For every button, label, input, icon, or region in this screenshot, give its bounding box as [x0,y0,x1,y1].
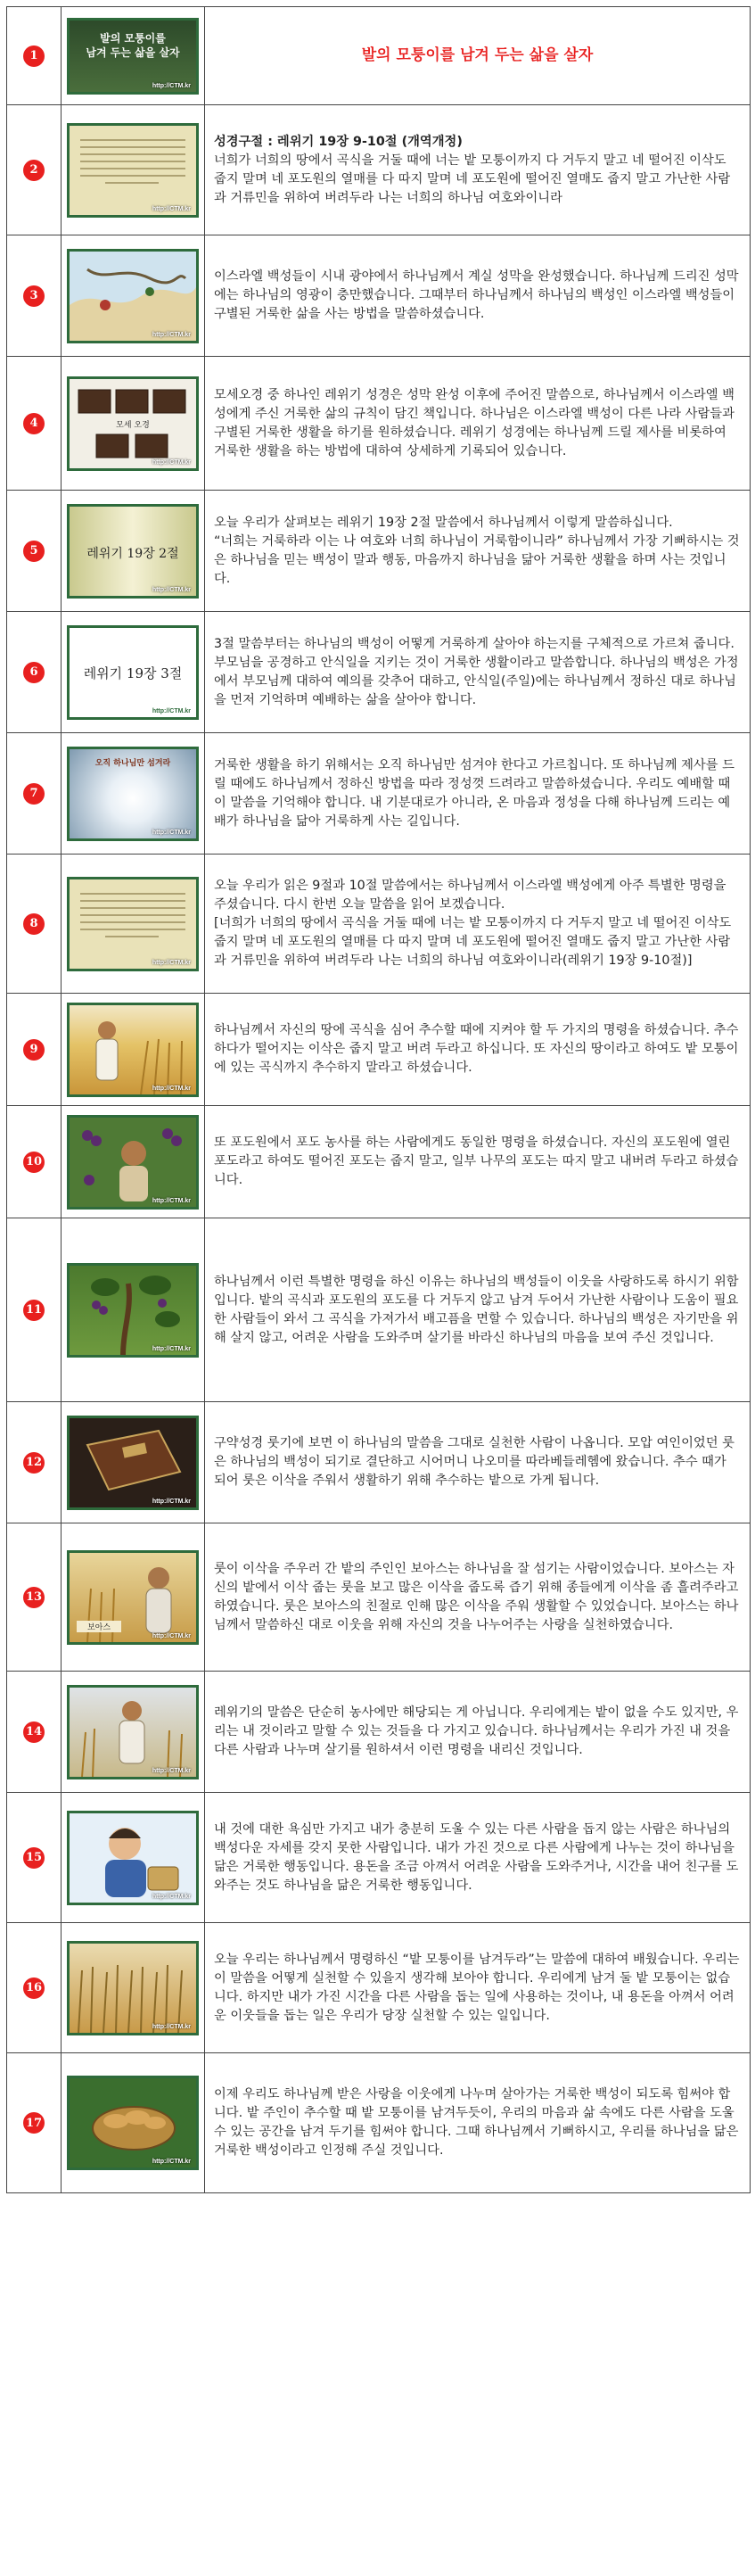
row-number-cell [7,855,62,993]
thumb-label: 모세 오경 [116,420,150,430]
thumbnail-cell [62,1523,205,1671]
row-number-cell [7,2053,62,2192]
row-body [205,733,750,854]
thumb-url: http://CTM.kr [152,1767,191,1774]
thumbnail-cell [62,1402,205,1523]
row-number-badge: 17 [23,2112,45,2134]
table-row [7,1218,750,1402]
vineyard-thumbnail [67,1115,199,1210]
table-row [7,733,750,855]
row-number-badge: 1 [23,45,45,67]
row-body [205,1218,750,1401]
thumb-label: 오직 하나님만 섬겨라 [94,758,171,768]
row-number-badge: 8 [23,913,45,935]
thumbnail-cell [62,1218,205,1401]
row-number-cell [7,733,62,854]
thumbnail-cell [62,1923,205,2052]
table-row [7,994,750,1106]
farmer-icon [70,1005,196,1094]
thumbnail-cell [62,1672,205,1792]
page-title: 발의 모퉁이를 남겨 두는 삶을 살자 [361,46,594,64]
row-body [205,357,750,490]
thumb-url: http://CTM.kr [152,959,191,966]
row-body [205,1672,750,1792]
farmer-thumbnail [67,1003,199,1097]
thumb-url: http://CTM.kr [152,1632,191,1639]
table-row [7,7,750,105]
table-row [7,1402,750,1523]
thumbnail-cell [62,105,205,235]
wheat-field-icon [70,1944,196,2033]
thumb-url: http://CTM.kr [152,707,191,714]
thumbnail-cell [62,1793,205,1922]
scripture-lines-icon [70,879,196,969]
row-body [205,1793,750,1922]
table-row [7,612,750,733]
row-body [205,491,750,611]
row-number-cell [7,1402,62,1523]
thumbnail-cell [62,733,205,854]
row-text: 내 것에 대한 욕심만 가지고 내가 충분히 도울 수 있는 다른 사람을 돕지 않는 사람은 하나님의 백성다운 자세를 갖지 못한 사람입니다. 내가 가진 것으로 다른 사람에게 나누는 것이 하나님을 닮은 거룩한 행동입니다. 용돈을 조금 아껴서 어려운 사람을 도와주거나, 시간을 내어 친구를 도와주는 것도 하나님을 닮은 거룩한 행동입니다. [214,1821,739,1893]
thumb-url: http://CTM.kr [152,2023,191,2030]
row-number-cell [7,357,62,490]
row-body [205,612,750,732]
row-body [205,2053,750,2192]
reaper-thumbnail [67,1685,199,1779]
row-number-badge: 4 [23,413,45,434]
row-number-badge: 13 [23,1587,45,1608]
books-thumbnail [67,376,199,471]
map-thumbnail [67,249,199,343]
thumbnail-cell [62,357,205,490]
table-row [7,105,750,235]
thumb-url: http://CTM.kr [152,1085,191,1092]
thumbnail-cell [62,235,205,356]
thumbnail-cell [62,491,205,611]
row-number-cell [7,105,62,235]
thumb-url: http://CTM.kr [152,205,191,212]
thumbnail-cell [62,1106,205,1218]
row-text: 너희가 너희의 땅에서 곡식을 거둘 때에 너는 밭 모퉁이까지 다 거두지 말고 네 떨어진 이삭도 줍지 말며 네 포도원의 열매를 다 따지 말며 네 포도원에 떨어진 열매도 줍지 말고 가난한 사람과 거류민을 위하여 버려두라 나는 너희의 하나님 여호와이니라 [214,153,731,205]
scripture-card-thumbnail [67,877,199,971]
leviticus-card-thumbnail [67,625,199,720]
row-text: 오늘 우리가 읽은 9절과 10절 말씀에서는 하나님께서 이스라엘 백성에게 아주 특별한 명령을 주셨습니다. 다시 한번 오늘 말씀을 읽어 보겠습니다. [너희가 너희의 땅에서 곡식을 거둘 때에 너는 밭 모퉁이까지 다 거두지 말고 네 떨어진 이삭도 줍지 말며 네 포도원의 열매를 다 따지 말며 네 포도원에 떨어진 열매도 줍지 말고 가난한 사람과 거류민을 위하여 버려두라 나는 너희의 하나님 여호와이니라(레위기 19장 9-10절)] [214,879,732,968]
row-number-cell [7,1793,62,1922]
table-row [7,1523,750,1672]
table-row [7,235,750,357]
row-number-cell [7,1672,62,1792]
thumb-url: http://CTM.kr [152,1893,191,1900]
row-number-badge: 6 [23,662,45,683]
row-number-badge: 5 [23,541,45,562]
row-text: 하나님께서 자신의 땅에 곡식을 심어 추수할 때에 지켜야 할 두 가지의 명령을 하셨습니다. 추수하다가 떨어지는 이삭은 줍지 말고 버려 두라고 하십니다. 또 자신의 땅이라고 하여도 밭 모퉁이에 있는 곡식까지 추수하지 말라고 하셨습니다. [214,1023,739,1075]
scripture-lines-icon [70,126,196,215]
row-text: 이스라엘 백성들이 시내 광야에서 하나님께서 계실 성막을 완성했습니다. 하나님께 드리진 성막에는 하나님의 영광이 충만했습니다. 그때부터 하나님께서 하나님의 백성인 이스라엘 백성들이 구별된 거룩한 삶을 사는 방법을 말씀하셨습니다. [214,269,739,321]
light-thumbnail [67,747,199,841]
thumb-url: http://CTM.kr [152,82,191,89]
thumbnail-cell [62,7,205,104]
vine-thumbnail [67,1263,199,1358]
table-row [7,1106,750,1218]
row-text: 또 포도원에서 포도 농사를 하는 사람에게도 동일한 명령을 하셨습니다. 자신의 포도원에 열린 포도라고 하여도 떨어진 포도는 줍지 말고, 일부 나무의 포도는 따지 말고 내버려 두라고 하셨습니다. [214,1135,739,1187]
row-number-badge: 9 [23,1039,45,1061]
row-text: 오늘 우리가 살펴보는 레위기 19장 2절 말씀에서 하나님께서 이렇게 말씀하십니다. “너희는 거룩하라 이는 나 여호와 너희 하나님이 거룩함이니라” 하나님께서 가장 기뻐하시는 것은 하나님을 믿는 백성이 말과 행동, 마음까지 하나님을 닮아 거룩한 생활을 하며 사는 것입니다. [214,515,740,586]
thumb-title: 발의 모퉁이를 남겨 두는 삶을 살자 [86,31,180,59]
row-text: 하나님께서 이런 특별한 명령을 하신 이유는 하나님의 백성들이 이웃을 사랑하도록 하시기 위함입니다. 밭의 곡식과 포도원의 포도를 다 거두지 않고 남겨 두어서 가난한 사람이나 도움이 필요한 사람들이 와서 그 곡식을 가져가서 배고픔을 면할 수 있습니다. 하나님의 백성은 자기만을 위해 살지 않고, 어려운 사람을 도와주며 살기를 바라신 하나님의 마음을 보여 주신 것입니다. [214,1274,739,1345]
row-body [205,105,750,235]
table-row [7,2053,750,2192]
row-text: 룻이 이삭을 주우러 간 밭의 주인인 보아스는 하나님을 잘 섬기는 사람이었습니다. 보아스는 자신의 밭에서 이삭 줍는 룻을 보고 많은 이삭을 줍도록 즙기 위해 종들에게 이삭을 좀 흘려주라고 하였습니다. 룻은 보아스의 친절로 인해 많은 이삭을 주워 생활할 수 있었습니다. 보아스는 하나님께서 말씀하신 대로 이웃을 위해 자신의 것을 나누어주는 사랑을 실천하였습니다. [214,1561,739,1632]
leviticus-card-thumbnail [67,504,199,599]
greedy-man-icon [70,1813,196,1903]
row-body [205,1402,750,1523]
scripture-card-thumbnail [67,123,199,218]
row-number-cell [7,7,62,104]
title-card-thumbnail [67,18,199,95]
row-number-cell [7,1106,62,1218]
row-number-badge: 11 [23,1300,45,1321]
row-number-cell [7,235,62,356]
row-number-badge: 15 [23,1847,45,1869]
boaz-thumbnail [67,1550,199,1645]
thumb-label: 보아스 [77,1621,121,1632]
row-number-badge: 14 [23,1721,45,1743]
thumb-url: http://CTM.kr [152,1197,191,1204]
row-body [205,855,750,993]
vineyard-icon [70,1118,196,1207]
thumb-url: http://CTM.kr [152,586,191,593]
thumb-label: 레위기 19장 2절 [86,546,179,561]
bread-thumbnail [67,2076,199,2170]
row-body [205,1523,750,1671]
verse-heading: 성경구절 : 레위기 19장 9-10절 (개역개정) [214,134,463,149]
row-body [205,235,750,356]
thumbnail-cell [62,2053,205,2192]
bread-basket-icon [70,2078,196,2167]
row-text: 거룩한 생활을 하기 위해서는 오직 하나님만 섬겨야 한다고 가르칩니다. 또 하나님께 제사를 드릴 때에도 하나님께서 정하신 방법을 따라 정성껏 드려라고 말씀하셨습니다. 우리도 예배할 때 이 말씀을 기억해야 합니다. 내 기분대로가 아니라, 온 마음과 정성을 다해 하나님께 드리는 예배가 하나님을 닮아 거룩하게 사는 길입니다. [214,757,734,829]
row-number-cell [7,1923,62,2052]
row-number-badge: 3 [23,285,45,307]
thumb-url: http://CTM.kr [152,331,191,338]
map-icon [70,252,196,341]
row-number-cell [7,491,62,611]
row-text: 3절 말씀부터는 하나님의 백성이 어떻게 거룩하게 살아야 하는지를 구체적으로 가르쳐 줍니다. 부모님을 공경하고 안식일을 지키는 것이 거룩한 생활이라고 말씀합니다. 하나님의 백성은 가정에서 부모님께 대하여 예의를 갖추어 대하고, 안식일(주일)에는 하나님께서 정하신 대로 하나님을 먼저 기억하며 예배하는 삶을 살아야 합니다. [214,636,739,707]
row-text: 구약성경 룻기에 보면 이 하나님의 말씀을 그대로 실천한 사람이 나옵니다. 모압 여인이었던 룻은 하나님의 백성이 되기로 결단하고 시어머니 나오미를 따라베들레헴에 왔습니다. 추수 때가 되어 룻은 이삭을 주워서 생활하기 위해 추수하는 밭으로 가게 됩니다. [214,1436,734,1488]
table-row [7,1672,750,1793]
row-body [205,1106,750,1218]
vine-icon [70,1266,196,1355]
row-body [205,994,750,1105]
row-number-cell [7,1523,62,1671]
row-number-cell [7,1218,62,1401]
row-text: 모세오경 중 하나인 레위기 성경은 성막 완성 이후에 주어진 말씀으로, 하나님께서 이스라엘 백성에게 주신 거룩한 삶의 규칙이 담긴 책입니다. 하나님은 이스라엘 백성이 다른 나라 사람들과 구별된 거룩한 생활을 하기를 원하셨습니다. 레위기 성경에는 하나님께 드릴 제사를 비롯하여 거룩한 생활을 하는 방법에 대하여 상세하게 기록되어 있습니다. [214,387,734,458]
thumb-url: http://CTM.kr [152,1498,191,1505]
reaper-icon [70,1688,196,1777]
thumbnail-cell [62,855,205,993]
row-number-cell [7,994,62,1105]
row-number-cell [7,612,62,732]
lesson-table [6,6,751,2193]
thumb-url: http://CTM.kr [152,1345,191,1352]
table-row [7,1923,750,2053]
table-row [7,491,750,612]
row-number-badge: 12 [23,1452,45,1474]
greedy-man-thumbnail [67,1811,199,1905]
thumbnail-cell [62,612,205,732]
row-number-badge: 2 [23,160,45,181]
thumb-label: 레위기 19장 3절 [83,665,183,681]
wheat-field-thumbnail [67,1941,199,2035]
table-row [7,357,750,491]
row-text: 레위기의 말씀은 단순히 농사에만 해당되는 게 아닙니다. 우리에게는 밭이 없을 수도 있지만, 우리는 내 것이라고 말할 수 있는 것들을 다 가지고 있습니다. 하나님께서는 우리가 가진 내 것을 다른 사람과 나누며 살기를 원하셔서 이런 명령을 내리신 것입니다. [214,1705,739,1757]
row-body [205,7,750,104]
thumb-url: http://CTM.kr [152,829,191,836]
table-row [7,855,750,994]
row-number-badge: 10 [23,1152,45,1173]
row-text: 오늘 우리는 하나님께서 명령하신 “밭 모퉁이를 남겨두라”는 말씀에 대하여 배웠습니다. 우리는 이 말씀을 어떻게 실천할 수 있을지 생각해 보아야 합니다. 우리에게 남겨 둘 밭 모퉁이는 없습니다. 하지만 내가 가진 시간을 다른 사람을 돕는 일에 사용하는 것이나, 내 용돈을 아껴서 어려운 이웃들을 돕는 일은 우리가 당장 실천할 수 있는 일입니다. [214,1952,740,2023]
row-body [205,1923,750,2052]
bible-icon [70,1418,196,1507]
bible-thumbnail [67,1416,199,1510]
row-number-badge: 7 [23,783,45,805]
row-text: 이제 우리도 하나님께 받은 사랑을 이웃에게 나누며 살아가는 거룩한 백성이 되도록 힘써야 합니다. 밭 주인이 추수할 때 밭 모퉁이를 남겨두듯이, 우리의 마음과 삶 속에도 다른 사람을 도울 수 있는 공간을 남겨 두기를 힘써야 합니다. 그때 하나님께서 기뻐하시고, 우리를 하나님을 닮은 거룩한 백성이라고 인정해 주실 것입니다. [214,2087,739,2158]
thumbnail-cell [62,994,205,1105]
table-row [7,1793,750,1923]
thumb-url: http://CTM.kr [152,458,191,466]
thumb-url: http://CTM.kr [152,2159,191,2165]
row-number-badge: 16 [23,1977,45,1999]
